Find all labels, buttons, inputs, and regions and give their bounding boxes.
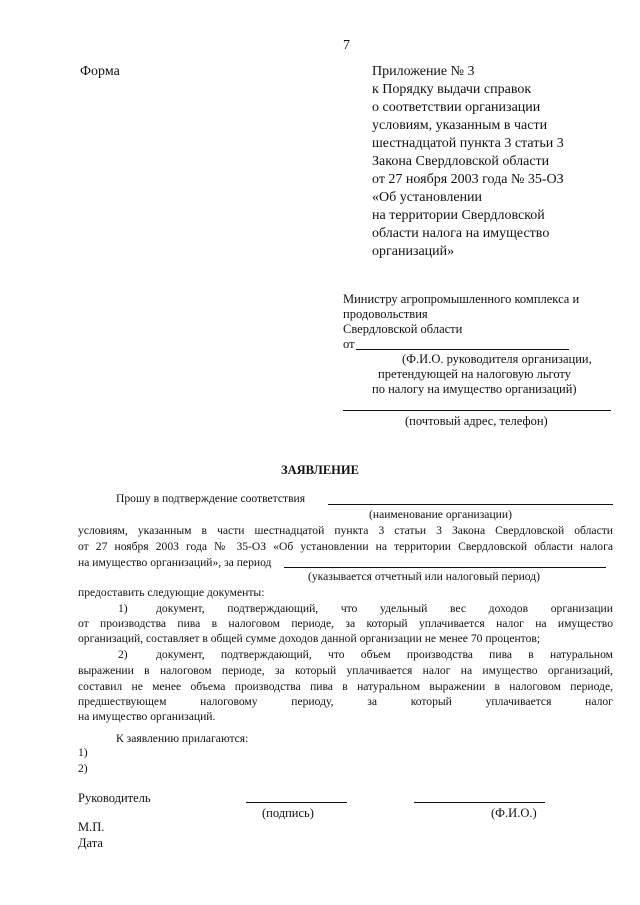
appendix-line: условиям, указанным в части <box>372 118 548 133</box>
head-label: Руководитель <box>78 791 151 805</box>
appendix-line: о соответствии организации <box>372 100 541 115</box>
item2-fourth-line <box>78 695 613 708</box>
address-line[interactable] <box>343 410 611 411</box>
appendix-line: шестнадцатой пункта 3 статьи 3 <box>372 136 564 151</box>
period-line[interactable] <box>284 567 606 568</box>
application-title: ЗАЯВЛЕНИЕ <box>281 463 359 477</box>
attachment-item: 1) <box>78 746 88 759</box>
addressee-line: Свердловской области <box>343 322 463 336</box>
paragraph-line: на имущество организаций. <box>78 710 216 723</box>
from-name-line[interactable] <box>356 349 569 350</box>
attachments-label: К заявлению прилагаются: <box>116 732 249 745</box>
org-name-hint: (наименование организации) <box>369 508 512 521</box>
attachment-item: 2) <box>78 762 88 775</box>
provide-docs: предоставить следующие документы: <box>78 586 265 599</box>
signature-hint: (подпись) <box>262 806 314 820</box>
paragraph-line: выражении в налоговом периоде, за который уплачивается налог на имущество организаций, <box>78 664 613 677</box>
form-label: Форма <box>80 64 120 79</box>
request-prefix: Прошу в подтверждение соответствия <box>116 492 306 505</box>
stamp-label: М.П. <box>78 820 105 834</box>
word: за <box>367 695 377 708</box>
appendix-line: организаций» <box>372 244 455 259</box>
word: предшествующем <box>78 695 167 708</box>
appendix-line: Приложение № 3 <box>372 64 475 79</box>
word: который <box>410 695 452 708</box>
appendix-line: «Об установлении <box>372 190 483 205</box>
period-hint: (указывается отчетный или налоговый период) <box>308 570 541 583</box>
org-name-line[interactable] <box>328 504 613 505</box>
date-label: Дата <box>78 836 103 850</box>
word: удельный <box>380 602 428 615</box>
from-name-hint: по налогу на имущество организаций) <box>372 382 577 396</box>
paragraph-line: условиям, указанным в части шестнадцатой пункта 3 статьи 3 Закона Свердловской области <box>78 524 613 537</box>
from-name-hint: (Ф.И.О. руководителя организации, <box>402 352 592 366</box>
page-number: 7 <box>343 38 350 53</box>
word: что <box>340 602 358 615</box>
addressee-line: Министру агропромышленного комплекса и <box>343 292 580 306</box>
appendix-line: на территории Свердловской <box>372 208 545 223</box>
paragraph-line: документ, подтверждающий, что объем производства пива в натуральном <box>156 648 613 661</box>
item-number: 1) <box>118 602 128 615</box>
item-number: 2) <box>118 648 128 661</box>
name-line[interactable] <box>414 802 545 803</box>
word: организации <box>550 602 613 615</box>
paragraph-line: организаций, составляет в общей сумме доходов данной организации не менее 70 процентов; <box>78 632 541 645</box>
word: налог <box>585 695 613 708</box>
addressee-line: продовольствия <box>343 307 428 321</box>
word: подтверждающий, <box>227 602 319 615</box>
word: налоговому <box>200 695 258 708</box>
appendix-line: от 27 ноября 2003 года № 35-ОЗ <box>372 172 564 187</box>
address-hint: (почтовый адрес, телефон) <box>405 414 548 428</box>
appendix-line: области налога на имущество <box>372 226 550 241</box>
signature-line[interactable] <box>246 802 347 803</box>
from-label: от <box>343 337 355 351</box>
paragraph-line: от 27 ноября 2003 года № 35-ОЗ «Об установлении на территории Свердловской области налога <box>78 540 613 553</box>
name-hint: (Ф.И.О.) <box>491 806 537 820</box>
from-name-hint: претендующей на налоговую льготу <box>378 367 571 381</box>
word: вес <box>450 602 467 615</box>
appendix-line: Закона Свердловской области <box>372 154 550 169</box>
word: документ, <box>156 602 205 615</box>
word: периоду, <box>291 695 334 708</box>
item1-first-line <box>156 602 613 615</box>
word: уплачивается <box>485 695 552 708</box>
paragraph-line: на имущество организаций», за период <box>78 556 272 569</box>
word: доходов <box>488 602 529 615</box>
paragraph-line: от производства пива в налоговом периоде, за который уплачивается налог на имущество <box>78 617 613 630</box>
paragraph-line: составил не менее объема производства пива в натуральном выражении в налоговом периоде, <box>78 680 613 693</box>
appendix-line: к Порядку выдачи справок <box>372 82 532 97</box>
